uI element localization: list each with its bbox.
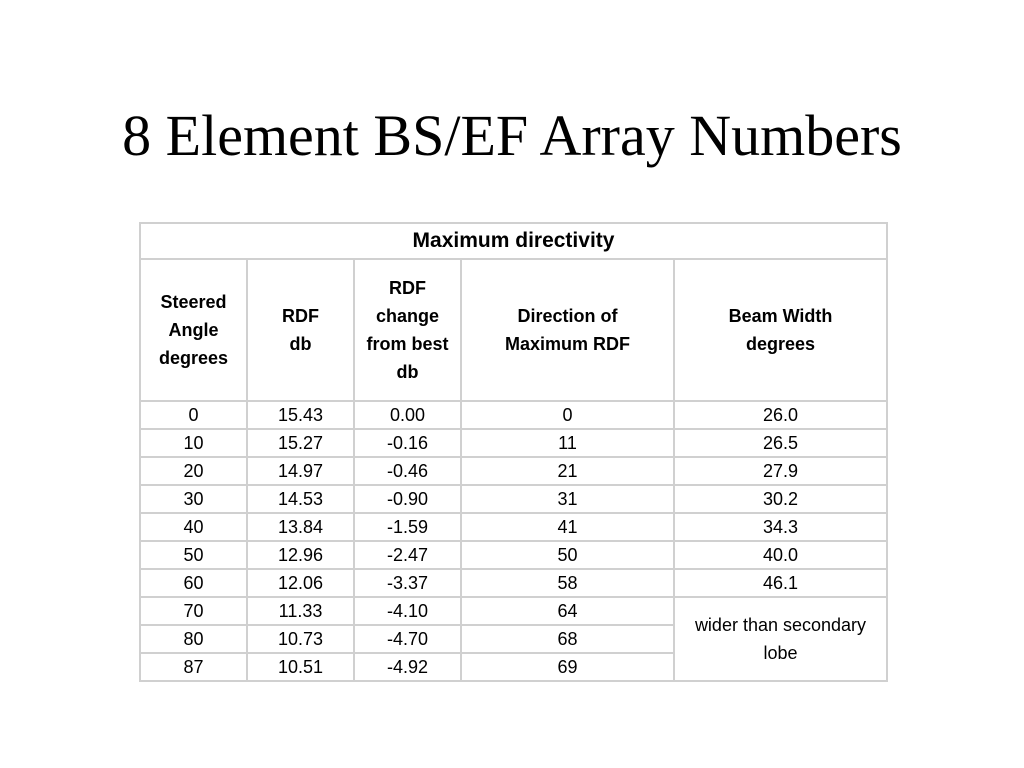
cell-beam-width: 27.9 xyxy=(674,457,887,485)
cell-direction: 41 xyxy=(461,513,674,541)
cell-rdf-change: -1.59 xyxy=(354,513,461,541)
table-header-row xyxy=(140,259,887,401)
table-row xyxy=(140,485,887,513)
cell-rdf: 15.43 xyxy=(247,401,354,429)
cell-direction: 69 xyxy=(461,653,674,681)
cell-rdf-change: -4.70 xyxy=(354,625,461,653)
cell-rdf-change: -0.90 xyxy=(354,485,461,513)
header-beam-width: Beam Width degrees xyxy=(674,259,887,401)
cell-angle: 87 xyxy=(140,653,247,681)
cell-angle: 60 xyxy=(140,569,247,597)
cell-direction: 50 xyxy=(461,541,674,569)
cell-direction: 68 xyxy=(461,625,674,653)
cell-direction: 11 xyxy=(461,429,674,457)
cell-angle: 50 xyxy=(140,541,247,569)
cell-angle: 20 xyxy=(140,457,247,485)
cell-direction: 58 xyxy=(461,569,674,597)
header-steered-angle: Steered Angle degrees xyxy=(140,259,247,401)
table-row xyxy=(140,569,887,597)
cell-beam-width: 40.0 xyxy=(674,541,887,569)
table-row xyxy=(140,457,887,485)
cell-rdf-change: -0.46 xyxy=(354,457,461,485)
cell-rdf: 12.96 xyxy=(247,541,354,569)
cell-angle: 0 xyxy=(140,401,247,429)
table-row xyxy=(140,597,887,625)
cell-direction: 64 xyxy=(461,597,674,625)
slide-title: 8 Element BS/EF Array Numbers xyxy=(122,103,902,168)
cell-direction: 0 xyxy=(461,401,674,429)
header-rdf: RDF db xyxy=(247,259,354,401)
directivity-table xyxy=(139,222,888,682)
cell-rdf-change: -0.16 xyxy=(354,429,461,457)
cell-angle: 80 xyxy=(140,625,247,653)
cell-rdf: 11.33 xyxy=(247,597,354,625)
cell-beam-width-note: wider than secondary lobe xyxy=(674,597,887,681)
cell-rdf-change: 0.00 xyxy=(354,401,461,429)
cell-rdf: 10.73 xyxy=(247,625,354,653)
cell-beam-width: 30.2 xyxy=(674,485,887,513)
cell-rdf-change: -3.37 xyxy=(354,569,461,597)
cell-angle: 40 xyxy=(140,513,247,541)
cell-direction: 31 xyxy=(461,485,674,513)
cell-rdf: 12.06 xyxy=(247,569,354,597)
cell-rdf: 14.53 xyxy=(247,485,354,513)
table-row xyxy=(140,429,887,457)
cell-rdf: 14.97 xyxy=(247,457,354,485)
cell-rdf: 13.84 xyxy=(247,513,354,541)
header-rdf-change: RDF change from best db xyxy=(354,259,461,401)
cell-beam-width: 26.5 xyxy=(674,429,887,457)
cell-angle: 10 xyxy=(140,429,247,457)
cell-rdf-change: -4.10 xyxy=(354,597,461,625)
table-row xyxy=(140,513,887,541)
cell-rdf: 15.27 xyxy=(247,429,354,457)
cell-angle: 30 xyxy=(140,485,247,513)
cell-beam-width: 34.3 xyxy=(674,513,887,541)
cell-rdf: 10.51 xyxy=(247,653,354,681)
cell-beam-width: 26.0 xyxy=(674,401,887,429)
cell-rdf-change: -2.47 xyxy=(354,541,461,569)
cell-angle: 70 xyxy=(140,597,247,625)
table-row xyxy=(140,541,887,569)
header-direction: Direction of Maximum RDF xyxy=(461,259,674,401)
cell-rdf-change: -4.92 xyxy=(354,653,461,681)
table-row xyxy=(140,401,887,429)
table-caption: Maximum directivity xyxy=(140,223,887,259)
table-caption-row xyxy=(140,223,887,259)
cell-beam-width: 46.1 xyxy=(674,569,887,597)
cell-direction: 21 xyxy=(461,457,674,485)
